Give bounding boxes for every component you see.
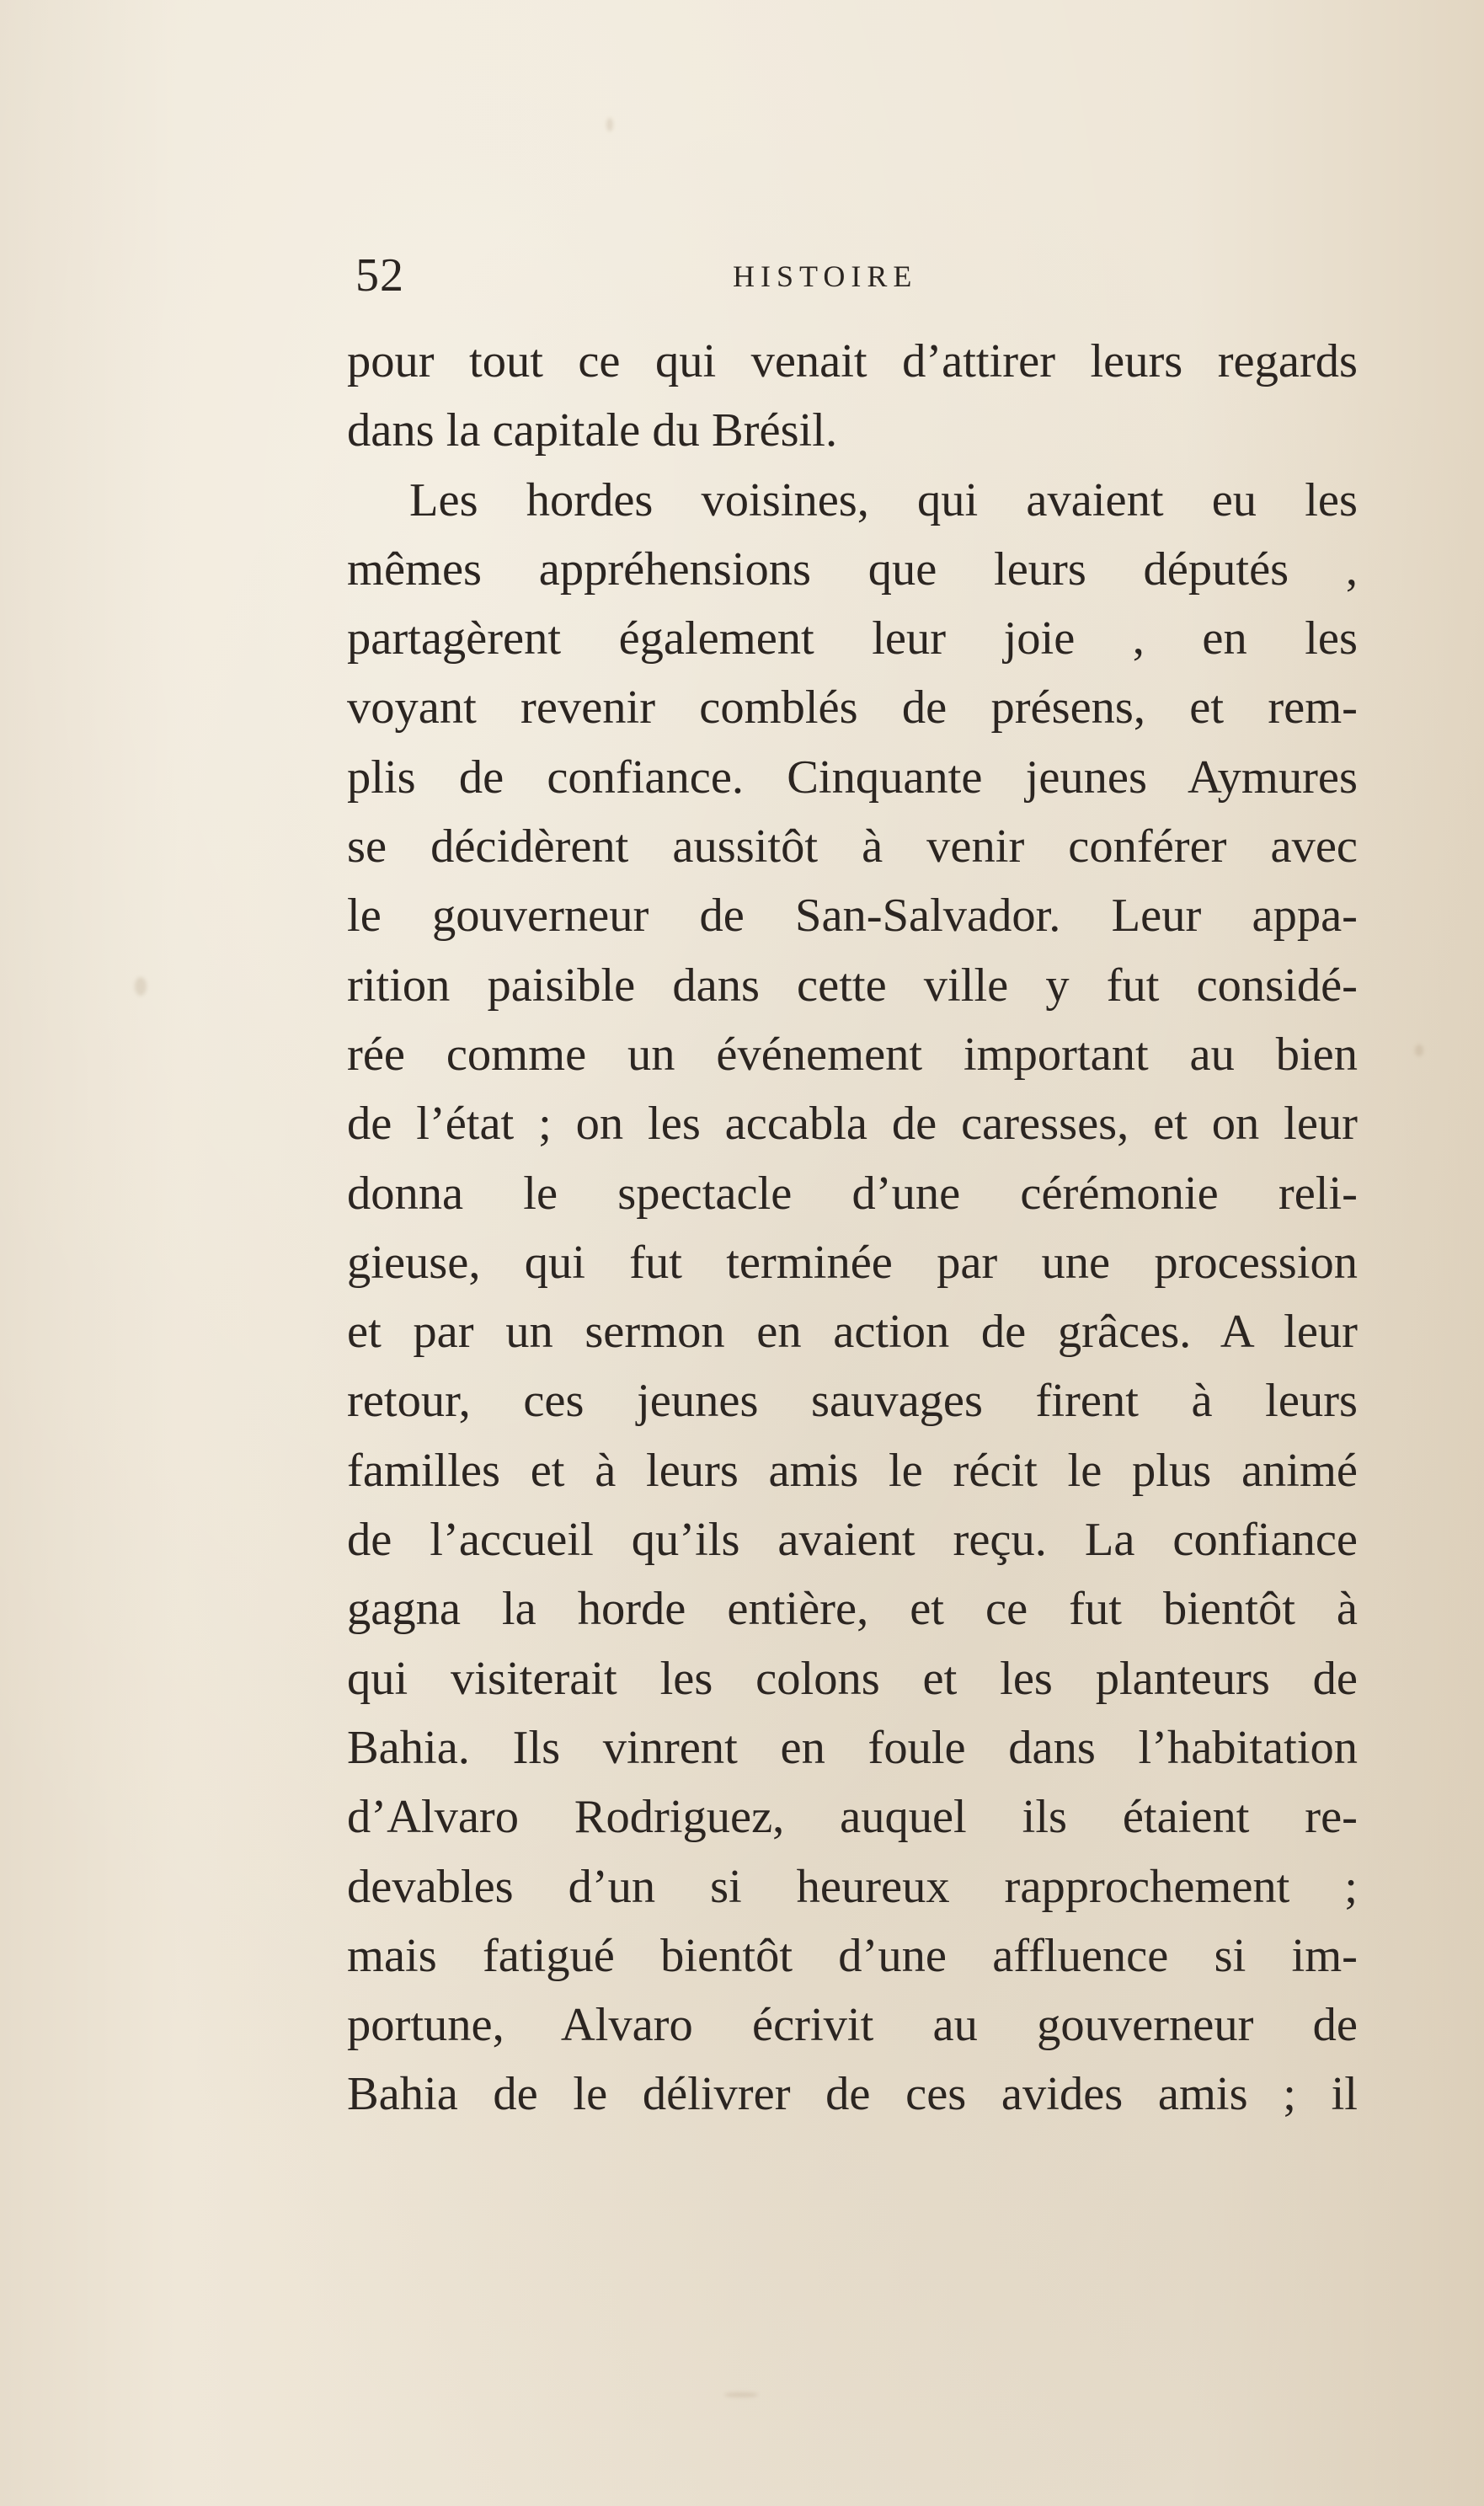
text-line: gieuse, qui fut terminée par une procession: [347, 1236, 1358, 1289]
text-line: partagèrent également leur joie , en les: [347, 612, 1358, 665]
text-line: rée comme un événement important au bien: [347, 1028, 1358, 1081]
text-line: de l’accueil qu’ils avaient reçu. La confiance: [347, 1514, 1358, 1567]
text-line: donna le spectacle d’une cérémonie reli-: [347, 1167, 1358, 1220]
text-line: pour tout ce qui venait d’attirer leurs regards: [347, 335, 1358, 387]
text-line: d’Alvaro Rodriguez, auquel ils étaient re-: [347, 1791, 1358, 1844]
text-line: devables d’un si heureux rapprochement ;: [347, 1860, 1358, 1913]
text-line: Les hordes voisines, qui avaient eu les: [409, 473, 1358, 526]
paper-stain: [724, 2392, 758, 2397]
text-line: portune, Alvaro écrivit au gouverneur de: [347, 1999, 1358, 2052]
text-line: voyant revenir comblés de présens, et rem-: [347, 681, 1358, 735]
text-line: gagna la horde entière, et ce fut bientôt à: [347, 1583, 1358, 1636]
paper-stain: [606, 118, 613, 131]
text-line: mêmes appréhensions que leurs députés ,: [347, 542, 1358, 596]
paper-stain: [1415, 1045, 1423, 1056]
text-line: mais fatigué bientôt d’une affluence si im-: [347, 1929, 1358, 1982]
text-line: plis de confiance. Cinquante jeunes Aymures: [347, 751, 1358, 804]
body-text: [347, 327, 1358, 2129]
paper-stain: [135, 977, 147, 996]
text-line: se décidèrent aussitôt à venir conférer avec: [347, 820, 1358, 874]
text-line: dans la capitale du Brésil.: [347, 404, 838, 457]
text-line: familles et à leurs amis le récit le plus animé: [347, 1444, 1358, 1497]
text-line: rition paisible dans cette ville y fut considé-: [347, 959, 1358, 1012]
text-line: Bahia de le délivrer de ces avides amis ; il: [347, 2068, 1358, 2121]
page-number: 52: [355, 249, 404, 302]
running-head: HISTOIRE: [733, 259, 918, 293]
text-line: de l’état ; on les accabla de caresses, et on leur: [347, 1098, 1358, 1151]
text-line: qui visiterait les colons et les planteurs de: [347, 1652, 1358, 1705]
text-line: le gouverneur de San-Salvador. Leur appa-: [347, 890, 1358, 943]
text-line: Bahia. Ils vinrent en foule dans l’habitation: [347, 1721, 1358, 1774]
page-header: [355, 246, 1358, 305]
text-line: retour, ces jeunes sauvages firent à leurs: [347, 1375, 1358, 1428]
text-line: et par un sermon en action de grâces. A leur: [347, 1306, 1358, 1359]
